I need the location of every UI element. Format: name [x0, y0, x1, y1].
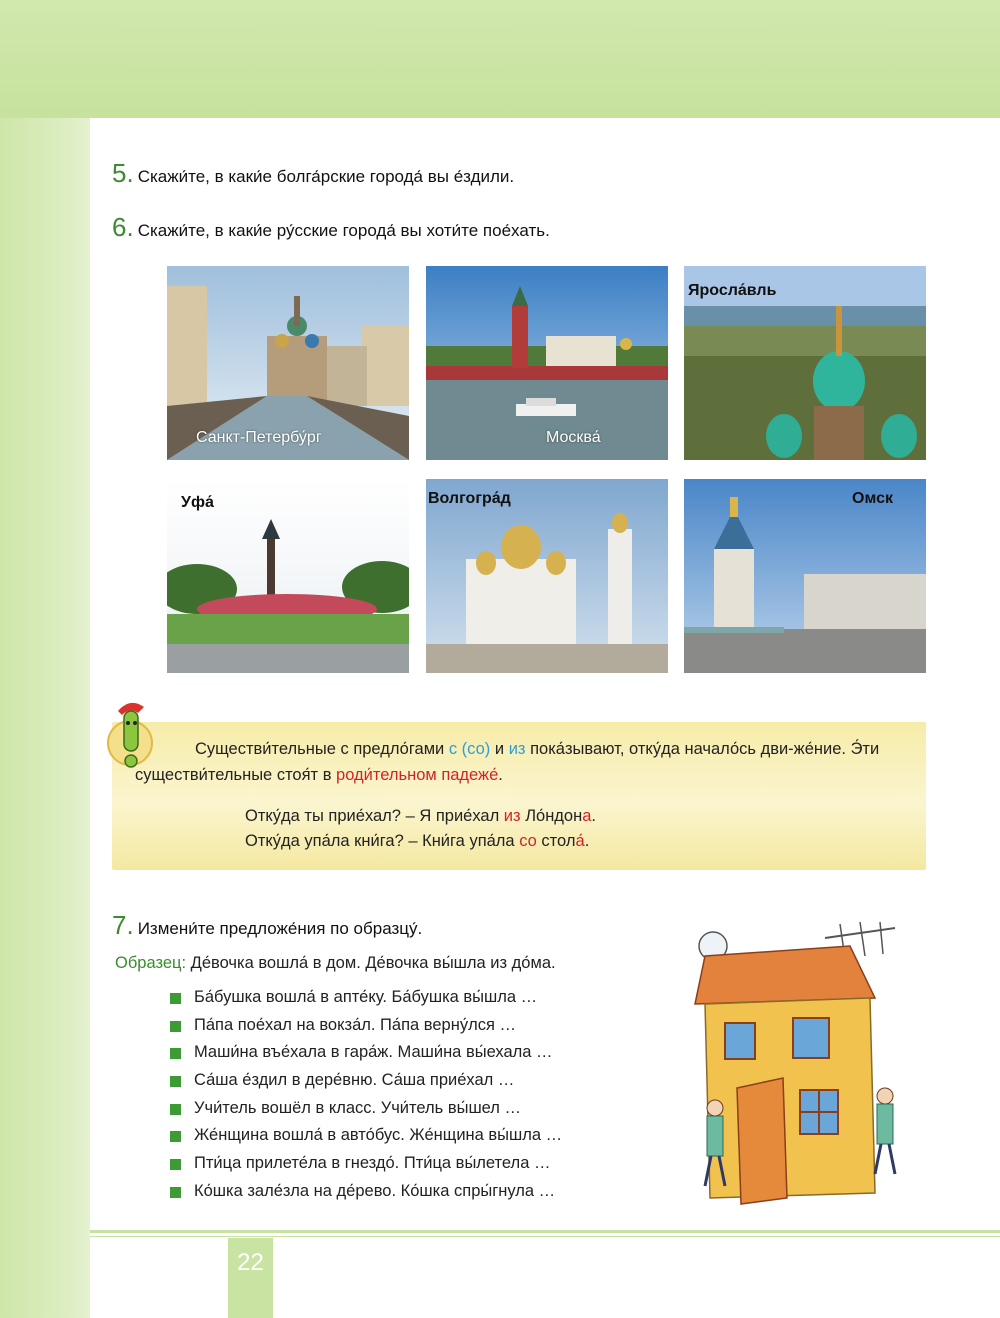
list-item [170, 1016, 562, 1044]
photo-caption: Волгогра́д [428, 490, 511, 507]
example-preposition: из [503, 807, 521, 825]
example-noun: Ло́ндон [525, 807, 583, 825]
bullet-square-icon [170, 1076, 181, 1087]
list-item [170, 1126, 562, 1154]
preposition-highlight: с (со) [448, 740, 491, 758]
photo-omsk [684, 479, 926, 673]
sample-label: Образец: [115, 954, 187, 972]
item-text: Па́па пое́хал на вокза́л. Па́па верну́лся … [194, 1015, 516, 1034]
photo-volgograd [426, 479, 668, 673]
example-dot: . [584, 832, 590, 850]
bullet-square-icon [170, 1159, 181, 1170]
example-ending: а [582, 807, 592, 825]
example-text: Отку́да упа́ла кни́га? – Кни́га упа́ла [245, 832, 515, 850]
case-highlight: роди́тельном падеже́ [336, 766, 499, 784]
list-item [170, 1154, 562, 1182]
photo-caption: Москва́ [546, 429, 601, 446]
bullet-square-icon [170, 1131, 181, 1142]
item-text: Же́нщина вошла́ в авто́бус. Же́нщина вы́шла … [194, 1126, 563, 1145]
page-number: 22 [228, 1238, 273, 1318]
grammar-rule-text [135, 736, 915, 788]
task-text: Скажи́те, в каки́е ру́сские города́ вы хоти́те пое́хать. [137, 221, 550, 240]
rule-part: и [494, 740, 505, 758]
task-7 [112, 910, 422, 941]
footer-rule [90, 1236, 1000, 1237]
example-noun: стол [541, 832, 576, 850]
rule-example-2 [245, 832, 589, 851]
sample-text: Де́вочка вошла́ в дом. Де́вочка вы́шла из до́ма. [190, 954, 556, 972]
item-text: Са́ша е́здил в дере́вню. Са́ша прие́хал … [194, 1071, 515, 1090]
photo-caption: Яросла́вль [688, 282, 777, 299]
example-preposition: со [519, 832, 537, 850]
rule-part: пока́зывают, отку́да начало́сь дви-же́ние. Э́ти существи́тельные стоя́т в [135, 740, 880, 784]
task-number: 6. [112, 212, 134, 242]
exercise-list [170, 988, 562, 1210]
rule-example-1 [245, 807, 596, 826]
task-text: Скажи́те, в каки́е болга́рские города́ вы е́здили. [137, 167, 515, 186]
house-illustration [665, 918, 935, 1214]
footer-rule [90, 1230, 1000, 1233]
task-5 [112, 158, 514, 189]
item-text: Маши́на въе́хала в гара́ж. Маши́на вы́ехала … [194, 1043, 553, 1062]
left-band [0, 118, 90, 1318]
photo-caption: Санкт-Петербу́рг [196, 429, 322, 446]
photo-caption: Омск [852, 490, 893, 507]
list-item [170, 988, 562, 1016]
bullet-square-icon [170, 1187, 181, 1198]
list-item [170, 1043, 562, 1071]
photo-caption: Уфа́ [181, 494, 214, 511]
sample-sentence [115, 954, 556, 973]
example-dot: . [591, 807, 597, 825]
task-number: 5. [112, 158, 134, 188]
bullet-square-icon [170, 1104, 181, 1115]
example-ending: а́ [575, 832, 585, 850]
bullet-square-icon [170, 1048, 181, 1059]
bullet-square-icon [170, 993, 181, 1004]
list-item [170, 1099, 562, 1127]
task-number: 7. [112, 910, 134, 940]
rule-part: Существи́тельные с предло́гами [195, 740, 445, 758]
task-6 [112, 212, 550, 243]
list-item [170, 1071, 562, 1099]
list-item [170, 1182, 562, 1210]
preposition-highlight: из [508, 740, 526, 758]
top-band [0, 0, 1000, 118]
item-text: Ба́бушка вошла́ в апте́ку. Ба́бушка вы́шла … [194, 988, 538, 1006]
item-text: Ко́шка зале́зла на де́рево. Ко́шка спры́гнула … [194, 1181, 556, 1200]
item-text: Учи́тель вошёл в класс. Учи́тель вы́шел … [194, 1098, 522, 1117]
bullet-square-icon [170, 1021, 181, 1032]
rule-part: . [498, 766, 503, 784]
example-text: Отку́да ты прие́хал? – Я прие́хал [245, 807, 500, 825]
item-text: Пти́ца прилете́ла в гнездо́. Пти́ца вы́летела … [194, 1154, 551, 1173]
task-text: Измени́те предложе́ния по образцу́. [137, 919, 423, 938]
